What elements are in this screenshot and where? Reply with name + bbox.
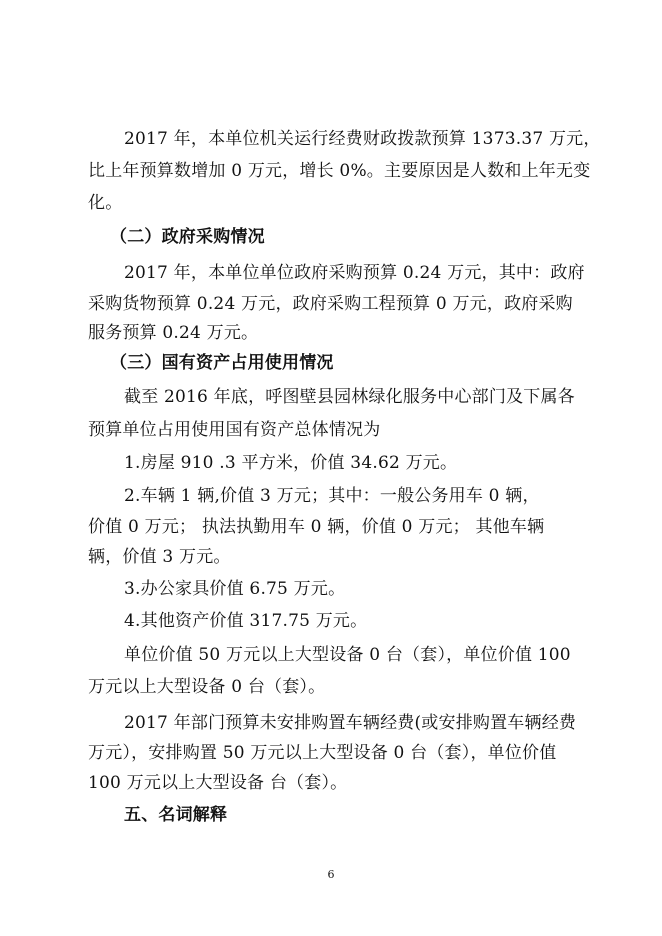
paragraph-line: 单位价值 50 万元以上大型设备 0 台（套），单位价值 100 <box>124 645 571 665</box>
paragraph-line: 比上年预算数增加 0 万元，增长 0%。主要原因是人数和上年无变 <box>88 161 591 181</box>
list-item-vehicles: 2.车辆 1 辆,价值 3 万元；其中：一般公务用车 0 辆， <box>124 486 540 506</box>
section-heading-procurement: （二）政府采购情况 <box>110 227 265 247</box>
section-heading-glossary: 五、名词解释 <box>124 805 228 825</box>
paragraph-line: 万元），安排购置 50 万元以上大型设备 0 台（套），单位价值 <box>88 743 557 763</box>
paragraph-line: 截至 2016 年底，呼图壁县园林绿化服务中心部门及下属各 <box>124 387 575 407</box>
paragraph-line: 采购货物预算 0.24 万元，政府采购工程预算 0 万元，政府采购 <box>88 294 573 314</box>
paragraph-line: 万元以上大型设备 0 台（套）。 <box>88 677 326 697</box>
list-item-furniture: 3.办公家具价值 6.75 万元。 <box>124 579 346 599</box>
paragraph-line: 2017 年部门预算未安排购置车辆经费(或安排购置车辆经费 <box>124 713 577 733</box>
paragraph-line: 价值 0 万元； 执法执勤用车 0 辆，价值 0 万元； 其他车辆 <box>88 517 545 537</box>
page-number: 6 <box>327 868 335 881</box>
paragraph-line: 2017 年，本单位单位政府采购预算 0.24 万元，其中：政府 <box>124 263 585 283</box>
paragraph-line: 化。 <box>88 193 123 213</box>
paragraph-line: 2017 年，本单位机关运行经费财政拨款预算 1373.37 万元， <box>124 129 601 149</box>
paragraph-line: 预算单位占用使用国有资产总体情况为 <box>88 420 381 440</box>
section-heading-state-assets: （三）国有资产占用使用情况 <box>110 353 334 373</box>
list-item-housing: 1.房屋 910 .3 平方米，价值 34.62 万元。 <box>124 453 458 473</box>
paragraph-line: 服务预算 0.24 万元。 <box>88 323 259 343</box>
list-item-other-assets: 4.其他资产价值 317.75 万元。 <box>124 611 368 631</box>
paragraph-line: 100 万元以上大型设备 台（套）。 <box>88 773 348 793</box>
paragraph-line: 辆，价值 3 万元。 <box>88 547 231 567</box>
